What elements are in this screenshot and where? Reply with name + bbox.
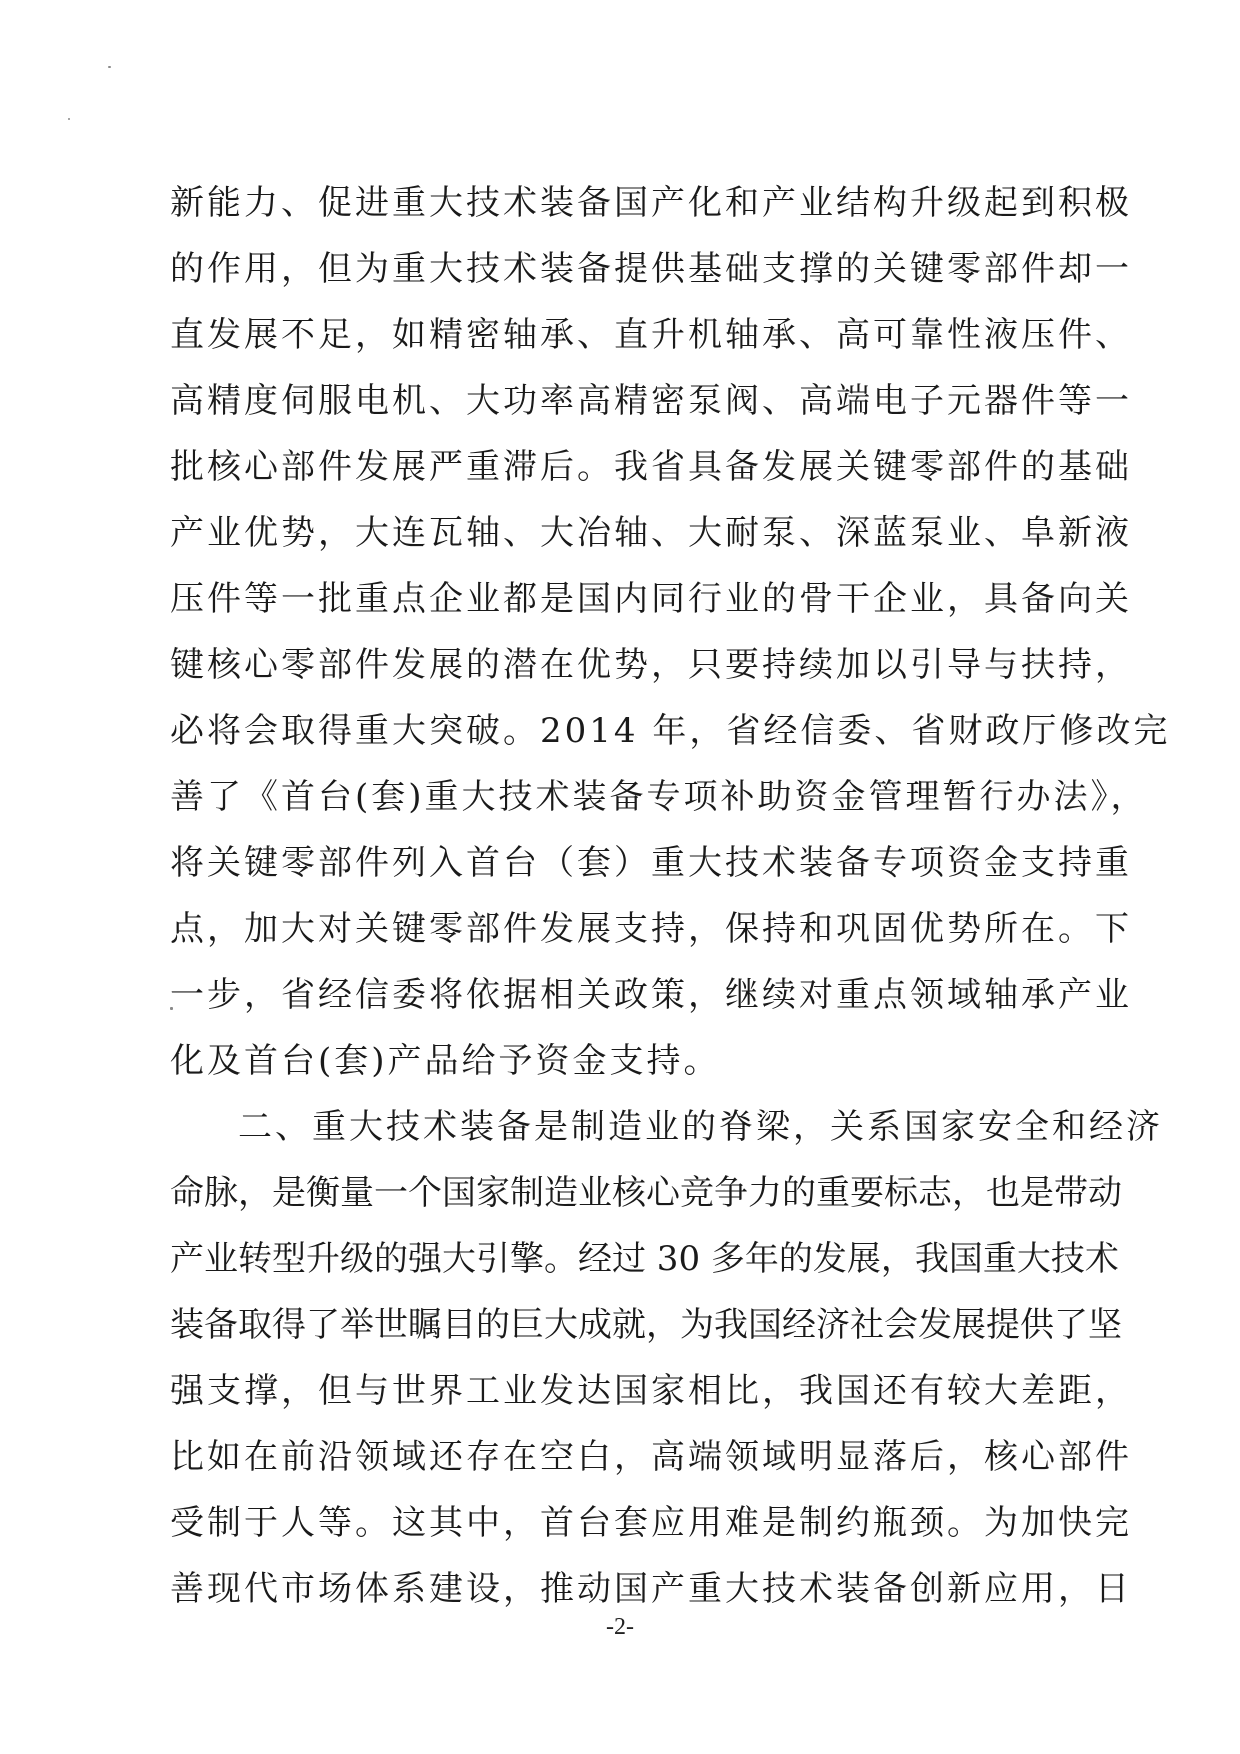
paragraph-1-line: 产业优势，大连瓦轴、大冶轴、大耐泵、深蓝泵业、阜新液 <box>170 513 1132 553</box>
paragraph-2-line: 善现代市场体系建设，推动国产重大技术装备创新应用，日 <box>170 1569 1132 1609</box>
paragraph-1-line: 将关键零部件列入首台（套）重大技术装备专项资金支持重 <box>170 843 1132 883</box>
paragraph-1-line: 点，加大对关键零部件发展支持，保持和巩固优势所在。下 <box>170 909 1132 949</box>
paragraph-1-line: 批核心部件发展严重滞后。我省具备发展关键零部件的基础 <box>170 447 1132 487</box>
body-text <box>170 170 1171 1622</box>
paragraph-1-line: 一步，省经信委将依据相关政策，继续对重点领域轴承产业 <box>170 975 1132 1015</box>
paragraph-1-line: 必将会取得重大突破。2014 年，省经信委、省财政厅修改完 <box>170 711 1171 751</box>
paragraph-2-line: 比如在前沿领域还存在空白，高端领域明显落后，核心部件 <box>170 1437 1132 1477</box>
paragraph-1-line: 键核心零部件发展的潜在优势，只要持续加以引导与扶持， <box>170 645 1132 685</box>
paragraph-1-line: 善了《首台(套)重大技术装备专项补助资金管理暂行办法》， <box>170 777 1148 817</box>
paragraph-1-line: 化及首台(套)产品给予资金支持。 <box>170 1041 721 1081</box>
paragraph-2-line: 命脉，是衡量一个国家制造业核心竞争力的重要标志，也是带动 <box>170 1173 1122 1213</box>
paragraph-2-line: 强支撑，但与世界工业发达国家相比，我国还有较大差距， <box>170 1371 1132 1411</box>
scan-speck <box>108 66 111 68</box>
paragraph-1-line: 压件等一批重点企业都是国内同行业的骨干企业，具备向关 <box>170 579 1132 619</box>
paragraph-2-line: 产业转型升级的强大引擎。经过 30 多年的发展，我国重大技术 <box>170 1239 1119 1279</box>
paragraph-1-line: 直发展不足，如精密轴承、直升机轴承、高可靠性液压件、 <box>170 315 1132 355</box>
paragraph-1-line: 的作用，但为重大技术装备提供基础支撑的关键零部件却一 <box>170 249 1132 289</box>
scan-speck <box>68 118 70 120</box>
paragraph-2-line: 二、重大技术装备是制造业的脊梁，关系国家安全和经济 <box>238 1107 1163 1147</box>
paragraph-2-line: 装备取得了举世瞩目的巨大成就，为我国经济社会发展提供了坚 <box>170 1305 1122 1345</box>
paragraph-2-line: 受制于人等。这其中，首台套应用难是制约瓶颈。为加快完 <box>170 1503 1132 1543</box>
paragraph-1-line: 高精度伺服电机、大功率高精密泵阀、高端电子元器件等一 <box>170 381 1132 421</box>
paragraph-1-line: 新能力、促进重大技术装备国产化和产业结构升级起到积极 <box>170 183 1132 223</box>
page-number: -2- <box>606 1614 634 1640</box>
